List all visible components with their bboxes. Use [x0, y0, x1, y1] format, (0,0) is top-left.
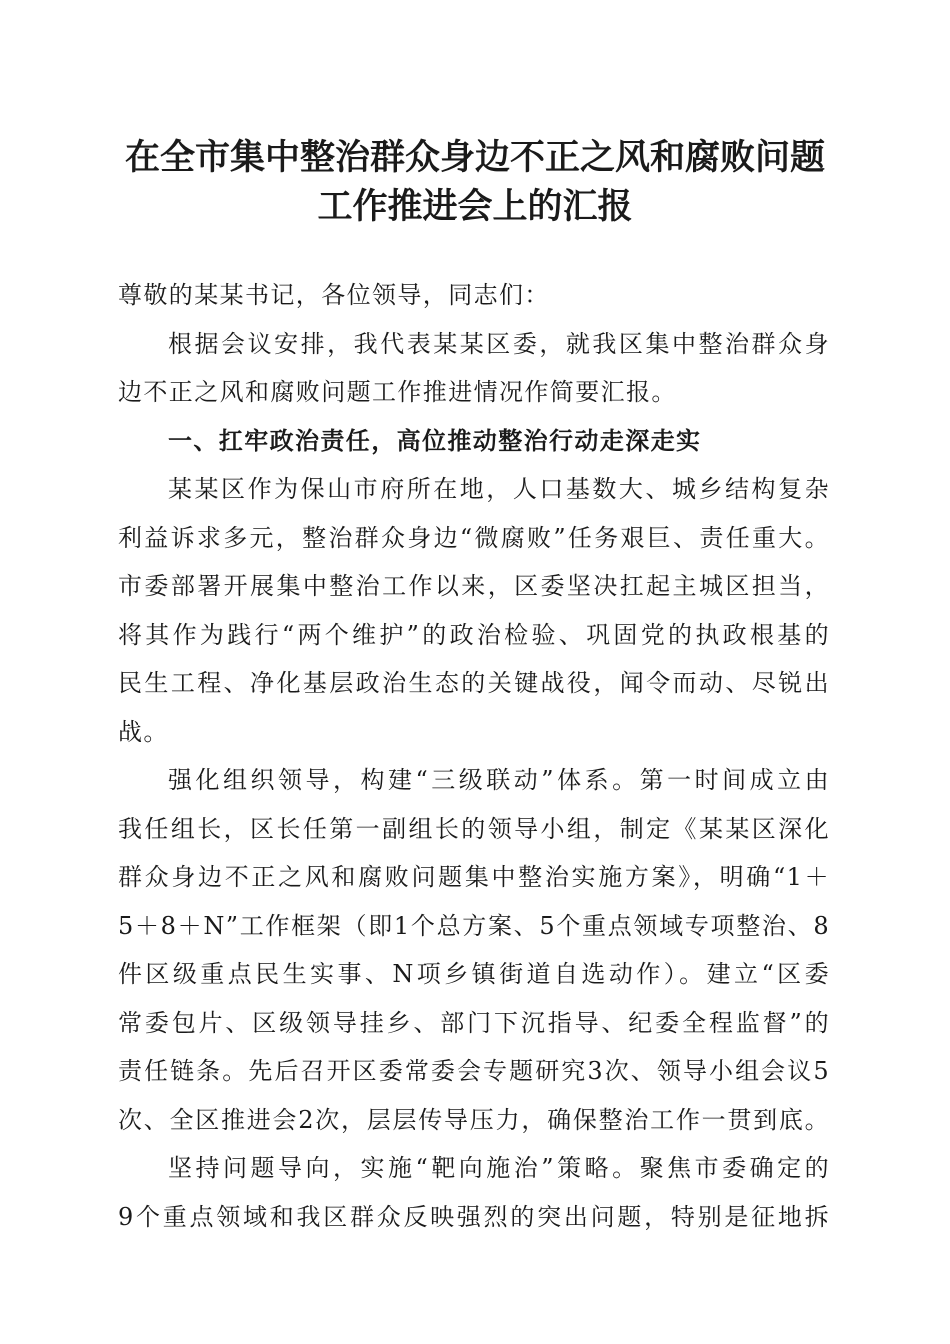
para2-line-2: 我任组长，区长任第一副组长的领导小组，制定《某某区深化	[118, 814, 830, 843]
para3-line-1: 坚持问题导向，实施“靶向施治”策略。聚焦市委确定的	[168, 1154, 830, 1182]
intro-line-2: 边不正之风和腐败问题工作推进情况作简要汇报。	[118, 378, 677, 406]
para1-line-4: 将其作为践行“两个维护”的政治检验、巩固党的执政根基的	[118, 620, 830, 649]
document-body	[118, 271, 830, 1241]
para1-line-1: 某某区作为保山市府所在地，人口基数大、城乡结构复杂	[168, 475, 830, 503]
para2-line-6: 常委包片、区级领导挂乡、部门下沉指导、纪委全程监督”的	[118, 1008, 830, 1037]
para3-line-2: 9个重点领域和我区群众反映强烈的突出问题，特别是征地拆	[118, 1202, 830, 1231]
para2-line-1: 强化组织领导，构建“三级联动”体系。第一时间成立由	[168, 766, 830, 794]
para1-line-3: 市委部署开展集中整治工作以来，区委坚决扛起主城区担当，	[118, 572, 830, 600]
intro-line-1: 根据会议安排，我代表某某区委，就我区集中整治群众身	[168, 329, 830, 358]
section-1-heading: 一、扛牢政治责任，高位推动整治行动走深走实	[168, 426, 702, 455]
salutation: 尊敬的某某书记，各位领导，同志们：	[118, 281, 550, 309]
document-title-line-2: 工作推进会上的汇报	[317, 186, 633, 227]
para1-line-6: 战。	[118, 717, 169, 746]
para2-line-4: 5＋8＋N”工作框架（即1个总方案、5个重点领域专项整治、8	[118, 911, 830, 940]
para2-line-5: 件区级重点民生实事、N项乡镇街道自选动作）。建立“区委	[118, 960, 830, 988]
para2-line-3: 群众身边不正之风和腐败问题集中整治实施方案》，明确“1＋	[118, 863, 830, 891]
para1-line-2: 利益诉求多元，整治群众身边“微腐败”任务艰巨、责任重大。	[118, 523, 830, 552]
para2-line-8: 次、全区推进会2次，层层传导压力，确保整治工作一贯到底。	[118, 1105, 830, 1134]
para2-line-7: 责任链条。先后召开区委常委会专题研究3次、领导小组会议5	[118, 1057, 830, 1085]
document-title-line-1: 在全市集中整治群众身边不正之风和腐败问题	[124, 137, 825, 178]
para1-line-5: 民生工程、净化基层政治生态的关键战役，闻令而动、尽锐出	[118, 669, 830, 697]
